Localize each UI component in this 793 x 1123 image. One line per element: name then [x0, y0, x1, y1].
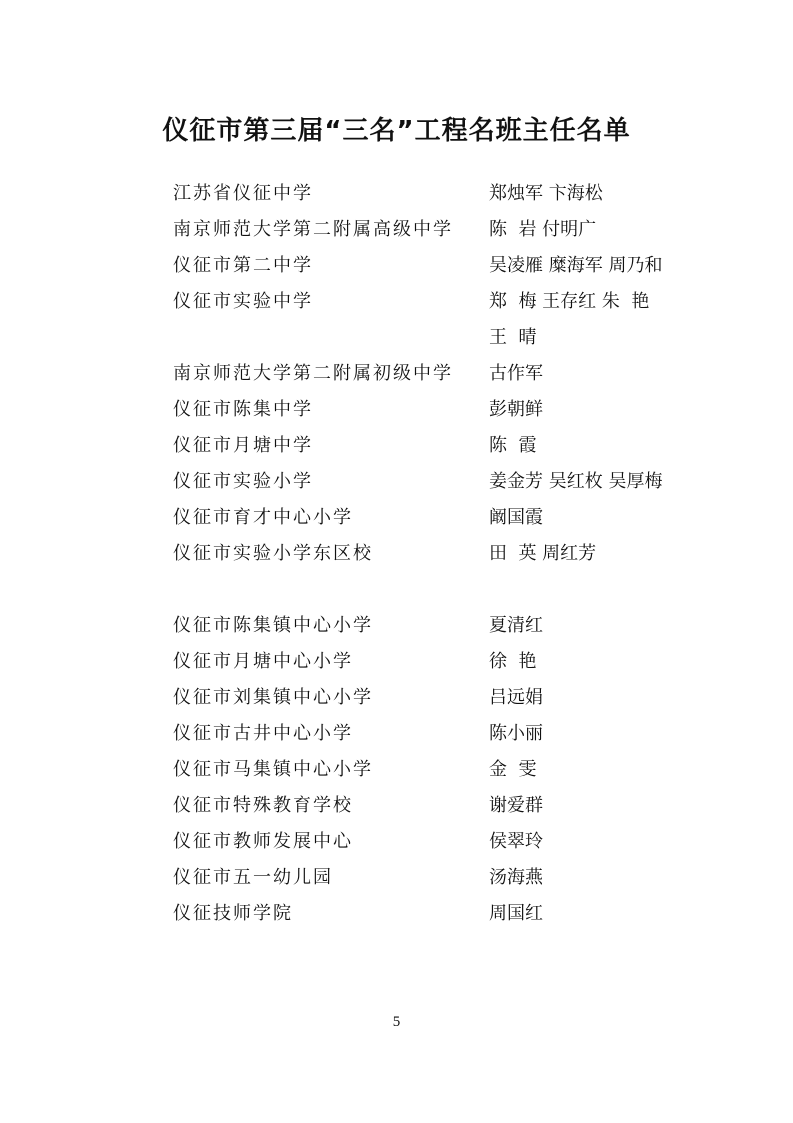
teacher-names: 王 晴 — [489, 327, 537, 348]
teacher-names: 金 雯 — [489, 759, 537, 780]
school-name: 仪征市实验小学东区校 — [173, 543, 373, 564]
list-item — [173, 752, 713, 788]
teacher-names: 周国红 — [489, 903, 543, 924]
list-item — [173, 500, 713, 536]
teacher-names: 郑烛军 卞海松 — [489, 183, 603, 204]
school-name: 仪征市月塘中心小学 — [173, 651, 353, 672]
school-name: 南京师范大学第二附属高级中学 — [173, 219, 453, 240]
school-name: 仪征市陈集镇中心小学 — [173, 615, 373, 636]
school-name: 仪征市五一幼儿园 — [173, 867, 333, 888]
school-name: 仪征市月塘中学 — [173, 435, 313, 456]
list-item — [173, 896, 713, 932]
list-item-continuation — [173, 320, 713, 356]
teacher-names: 谢爱群 — [489, 795, 543, 816]
teacher-names: 彭朝鲜 — [489, 399, 543, 420]
list-item — [173, 428, 713, 464]
list-item — [173, 176, 713, 212]
teacher-names: 阚国霞 — [489, 507, 543, 528]
school-name: 仪征市教师发展中心 — [173, 831, 353, 852]
school-name: 仪征市第二中学 — [173, 255, 313, 276]
list-item — [173, 608, 713, 644]
teacher-names: 陈 岩 付明广 — [489, 219, 597, 240]
school-name: 江苏省仪征中学 — [173, 183, 313, 204]
list-item — [173, 356, 713, 392]
list-item — [173, 824, 713, 860]
list-item — [173, 212, 713, 248]
teacher-names: 夏清红 — [489, 615, 543, 636]
school-name: 仪征市育才中心小学 — [173, 507, 353, 528]
list-item — [173, 536, 713, 572]
school-name: 仪征技师学院 — [173, 903, 293, 924]
section-gap — [173, 572, 713, 608]
list-item — [173, 284, 713, 320]
school-name: 仪征市特殊教育学校 — [173, 795, 353, 816]
school-name: 仪征市马集镇中心小学 — [173, 759, 373, 780]
list-item — [173, 716, 713, 752]
school-name: 仪征市实验小学 — [173, 471, 313, 492]
teacher-names: 陈 霞 — [489, 435, 537, 456]
school-name: 仪征市刘集镇中心小学 — [173, 687, 373, 708]
list-item — [173, 680, 713, 716]
teacher-names: 郑 梅 王存红 朱 艳 — [489, 291, 650, 312]
teacher-names: 吴凌雁 糜海军 周乃和 — [489, 255, 663, 276]
list-item — [173, 464, 713, 500]
list-item — [173, 644, 713, 680]
roster-list — [173, 176, 713, 932]
teacher-names: 侯翠玲 — [489, 831, 543, 852]
list-item — [173, 248, 713, 284]
page-title: 仪征市第三届“三名”工程名班主任名单 — [162, 116, 631, 146]
teacher-names: 吕远娟 — [489, 687, 543, 708]
school-name: 仪征市古井中心小学 — [173, 723, 353, 744]
teacher-names: 汤海燕 — [489, 867, 543, 888]
teacher-names: 徐 艳 — [489, 651, 537, 672]
school-name: 仪征市实验中学 — [173, 291, 313, 312]
school-name: 仪征市陈集中学 — [173, 399, 313, 420]
list-item — [173, 392, 713, 428]
teacher-names: 古作军 — [489, 363, 543, 384]
list-item — [173, 788, 713, 824]
page-number: 5 — [392, 1014, 401, 1030]
school-name: 南京师范大学第二附属初级中学 — [173, 363, 453, 384]
teacher-names: 田 英 周红芳 — [489, 543, 597, 564]
teacher-names: 陈小丽 — [489, 723, 543, 744]
teacher-names: 姜金芳 吴红枚 吴厚梅 — [489, 471, 663, 492]
list-item — [173, 860, 713, 896]
